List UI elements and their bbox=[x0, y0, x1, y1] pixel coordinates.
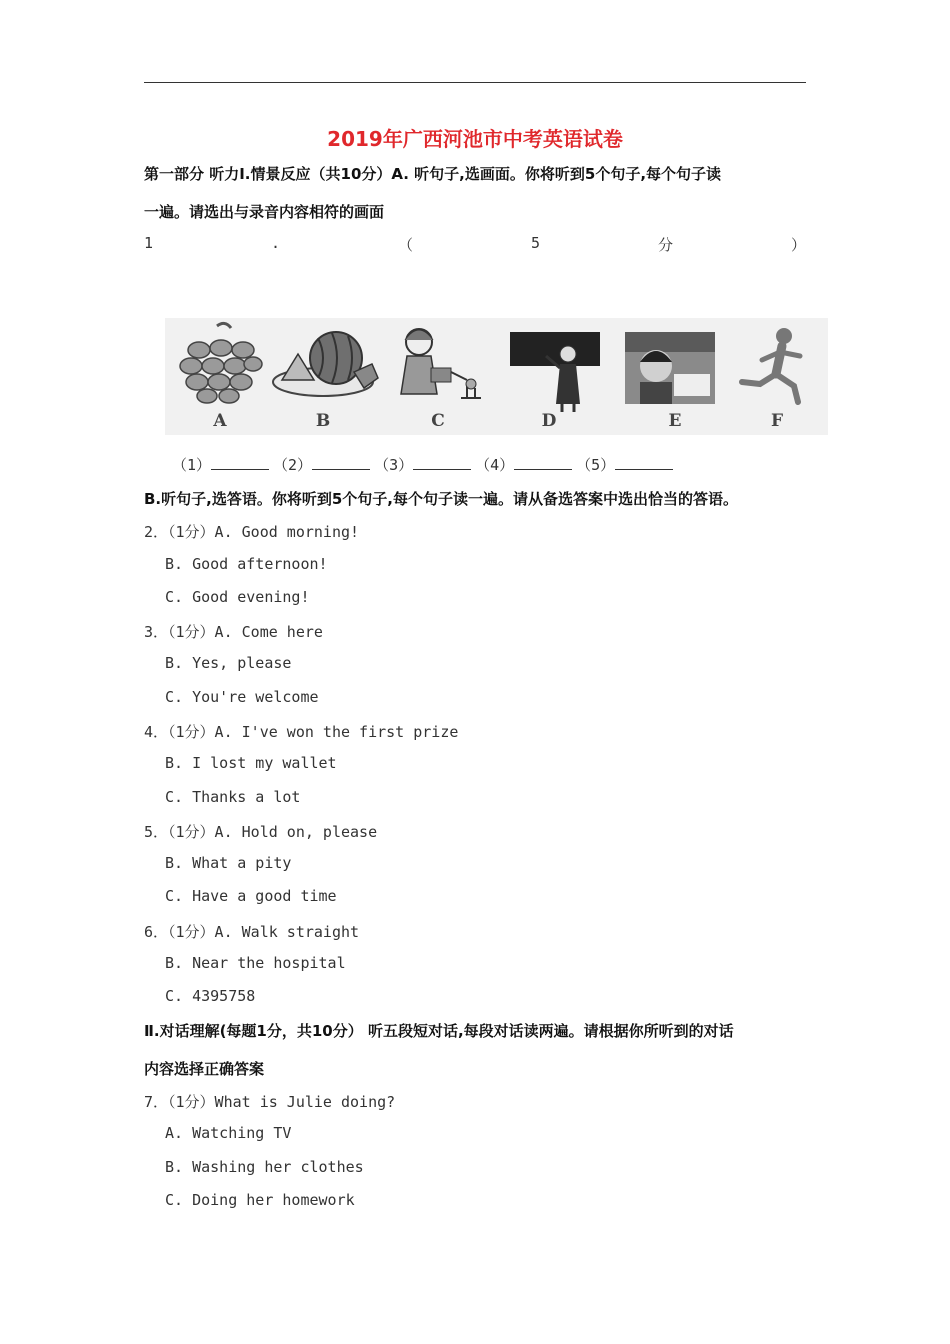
question-6-option-b[interactable]: B. Near the hospital bbox=[165, 954, 346, 972]
question-3-option-b[interactable]: B. Yes, please bbox=[165, 654, 292, 672]
picture-a bbox=[165, 318, 275, 435]
section-b-heading: B.听句子,选答语。你将听到5个句子,每个句子读一遍。请从备选答案中选出恰当的答语。 bbox=[144, 490, 738, 508]
picture-c-label: C bbox=[431, 411, 445, 431]
part2-heading-line2: 内容选择正确答案 bbox=[144, 1060, 265, 1078]
part1-heading-line2: 一遍。请选出与录音内容相符的画面 bbox=[144, 203, 385, 221]
blank-4-label: （4） bbox=[475, 456, 515, 474]
question-5-option-b[interactable]: B. What a pity bbox=[165, 854, 292, 872]
q1-close-paren: ） bbox=[790, 236, 806, 254]
question-1-row bbox=[144, 234, 806, 255]
question-2-option-b[interactable]: B. Good afternoon! bbox=[165, 555, 328, 573]
part1-heading-line1: 第一部分 听力Ⅰ.情景反应（共10分）A. 听句子,选画面。你将听到5个句子,每个句子读 bbox=[144, 165, 722, 183]
question-4-option-c[interactable]: C. Thanks a lot bbox=[165, 788, 301, 806]
picture-e-label: E bbox=[668, 411, 682, 431]
question-4-stem: 4．（1分）A. I've won the first prize bbox=[144, 723, 459, 741]
question-3-option-c[interactable]: C. You're welcome bbox=[165, 688, 319, 706]
picture-c bbox=[383, 318, 493, 435]
picture-d bbox=[494, 318, 604, 435]
picture-f-label: F bbox=[770, 411, 784, 431]
blank-2[interactable] bbox=[312, 457, 370, 470]
q1-open-paren: （ bbox=[398, 236, 414, 254]
picture-f bbox=[722, 318, 832, 435]
picture-a-label: A bbox=[213, 411, 227, 431]
blank-3-label: （3） bbox=[374, 456, 414, 474]
question-4-option-b[interactable]: B. I lost my wallet bbox=[165, 754, 337, 772]
part2-heading-line1: Ⅱ.对话理解(每题1分，共10分） 听五段短对话,每段对话读两遍。请根据你所听到的对话 bbox=[144, 1022, 734, 1040]
question-2-option-c[interactable]: C. Good evening! bbox=[165, 588, 310, 606]
answer-blanks-row bbox=[172, 454, 677, 475]
question-7-option-b[interactable]: B. Washing her clothes bbox=[165, 1158, 364, 1176]
question-7-option-c[interactable]: C. Doing her homework bbox=[165, 1191, 355, 1209]
question-6-stem: 6．（1分）A. Walk straight bbox=[144, 923, 360, 941]
blank-2-label: （2） bbox=[273, 456, 313, 474]
question-5-stem: 5．（1分）A. Hold on, please bbox=[144, 823, 378, 841]
q1-dot: . bbox=[271, 234, 281, 252]
question-7-stem: 7．（1分）What is Julie doing? bbox=[144, 1093, 396, 1111]
q1-unit: 分 bbox=[657, 236, 673, 254]
blank-3[interactable] bbox=[413, 457, 471, 470]
blank-1[interactable] bbox=[211, 457, 269, 470]
picture-b bbox=[268, 318, 378, 435]
question-3-stem: 3．（1分）A. Come here bbox=[144, 623, 323, 641]
question-6-option-c[interactable]: C. 4395758 bbox=[165, 987, 256, 1005]
blank-1-label: （1） bbox=[172, 456, 212, 474]
header-rule bbox=[144, 82, 806, 83]
page-title: 2019年广西河池市中考英语试卷 bbox=[327, 127, 623, 151]
question-7-option-a[interactable]: A. Watching TV bbox=[165, 1124, 292, 1142]
question-5-option-c[interactable]: C. Have a good time bbox=[165, 887, 337, 905]
question-2-stem: 2．（1分）A. Good morning! bbox=[144, 523, 360, 541]
q1-score: 5 bbox=[530, 234, 541, 252]
picture-d-label: D bbox=[541, 411, 557, 431]
q1-number: 1 bbox=[144, 234, 154, 252]
picture-strip bbox=[165, 318, 828, 435]
picture-e bbox=[620, 318, 730, 435]
blank-5-label: （5） bbox=[576, 456, 616, 474]
blank-5[interactable] bbox=[615, 457, 673, 470]
blank-4[interactable] bbox=[514, 457, 572, 470]
picture-b-label: B bbox=[315, 411, 331, 431]
